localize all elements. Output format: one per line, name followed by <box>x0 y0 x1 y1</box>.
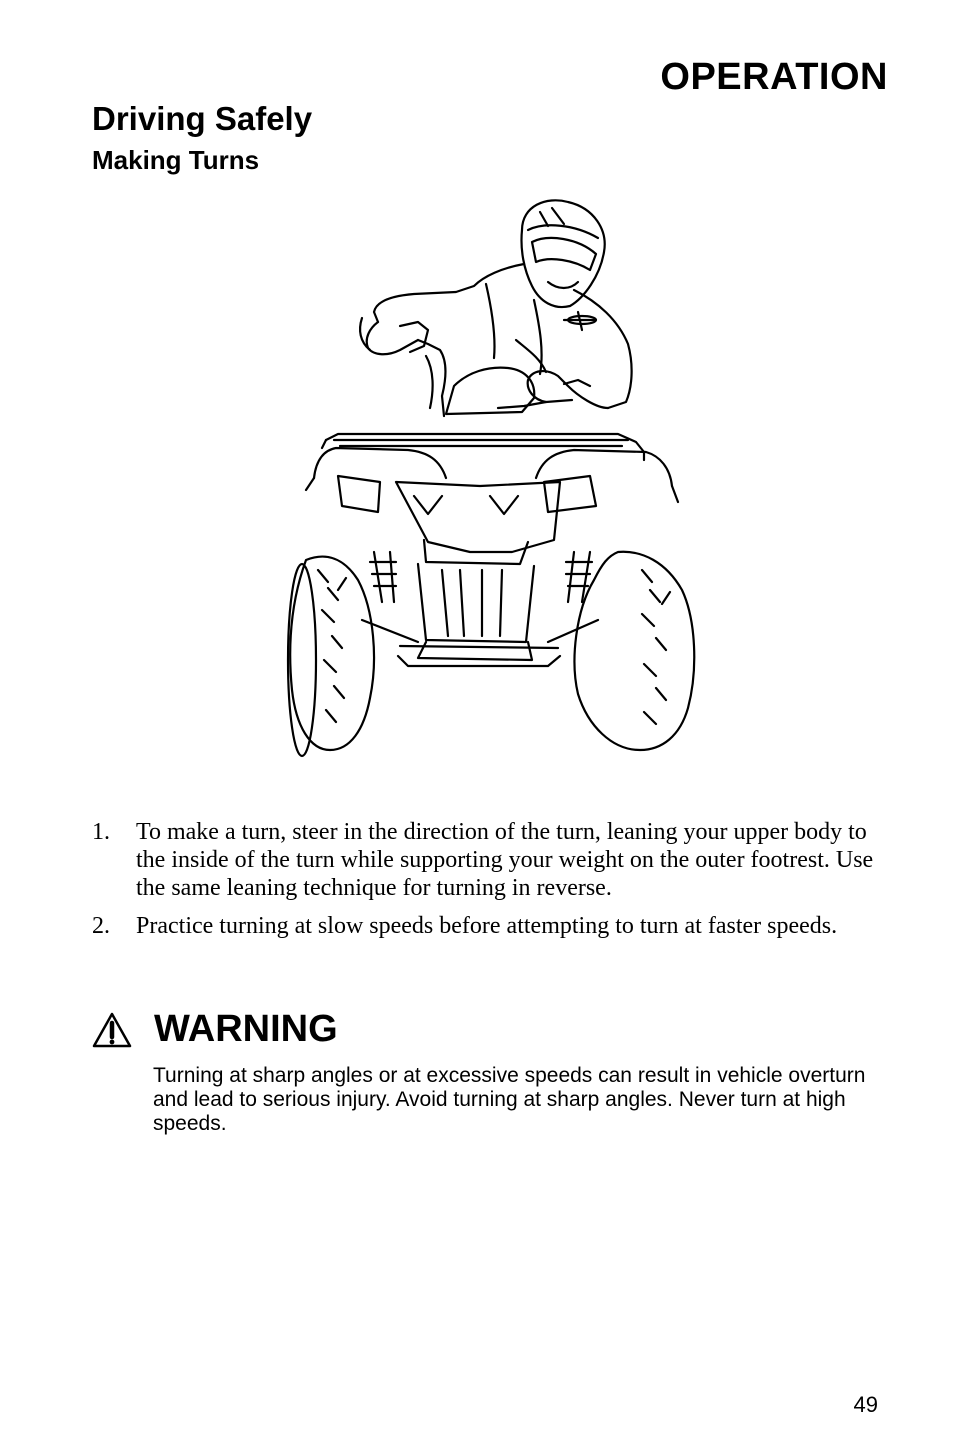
warning-text: Turning at sharp angles or at excessive speeds can result in vehicle overturn and lead to serious injury. Avoid turning at sharp angles. Never turn at high speeds. <box>153 1064 866 1135</box>
step-text: To make a turn, steer in the direction of the turn, leaning your upper body to the inside of the turn while supporting your weight on the outer footrest. Use the same leaning technique for turning in reverse. <box>136 819 874 901</box>
section-header: OPERATION <box>660 56 888 98</box>
warning-triangle-icon <box>92 1012 132 1048</box>
list-item <box>92 818 882 902</box>
warning-title: WARNING <box>154 1008 338 1050</box>
warning-heading <box>92 1008 338 1051</box>
subsection-heading: Making Turns <box>92 145 260 175</box>
step-number: 1. <box>92 819 110 845</box>
atv-rider-illustration <box>278 190 708 760</box>
instruction-steps <box>92 818 882 950</box>
step-text: Practice turning at slow speeds before attempting to turn at faster speeds. <box>136 913 838 939</box>
page-number: 49 <box>853 1392 878 1417</box>
section-heading: Driving Safely <box>92 100 313 137</box>
list-item <box>92 912 882 940</box>
step-number: 2. <box>92 913 110 939</box>
